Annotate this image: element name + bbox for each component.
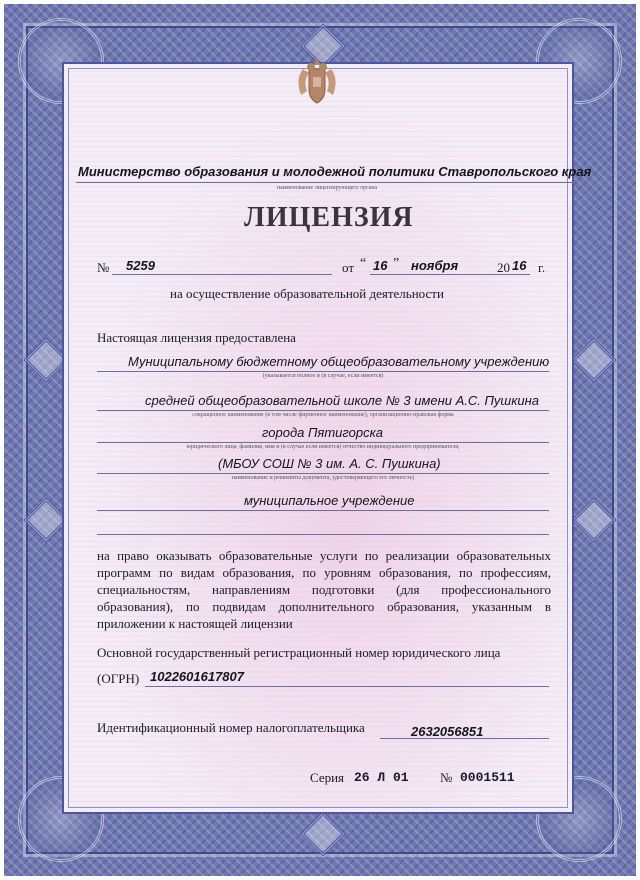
series-label: Серия [310,770,345,785]
license-number: 5259 [126,258,155,273]
date-from-label: от [342,260,355,275]
coat-of-arms-icon [293,55,341,109]
inn-label: Идентификационный номер налогоплательщика [97,720,365,735]
recipient-underline-4 [97,473,549,474]
recipient-line-5: муниципальное учреждение [244,493,415,508]
recipient-line-1: Муниципальному бюджетному общеобразовательному учреждению [128,354,550,369]
date-day: 16 [373,258,388,273]
recipient-underline-5 [97,510,549,511]
date-year-suffix: 16 [512,258,527,273]
document-title: ЛИЦЕНЗИЯ [244,202,414,233]
date-underline [370,274,530,275]
series-value: 26 Л 01 [354,770,409,785]
recipient-line-2: средней общеобразовательной школе № 3 имени А.С. Пушкина [145,393,539,408]
recipient-line-3: города Пятигорска [262,425,383,440]
date-year-prefix: 20 [497,260,510,275]
date-close-quote: ” [393,256,400,271]
recipient-caption-2: сокращенное наименование (в том числе фирменное наименование), организационно-правовая форма [192,412,454,418]
recipient-caption-1: (указывается полное и (в случае, если имеется) [262,373,384,379]
recipient-underline-3 [97,442,549,443]
license-purpose: на осуществление образовательной деятельности [170,286,444,301]
license-rights-text: на право оказывать образовательные услуги по реализации образовательных программ по видам образования, по уровням образования, по профессиям, специальностям, направлениям подготовки (для профессионального образования), по подвидам дополнительного образования, указанным в приложении к настоящей лицензии [97,548,551,631]
date-open-quote: “ [360,256,367,271]
granted-label: Настоящая лицензия предоставлена [97,330,296,345]
ministry-underline [76,182,578,183]
inn-value: 2632056851 [411,724,484,739]
blank-underline [97,534,549,535]
number-underline [112,274,332,275]
recipient-underline-1 [97,371,549,372]
recipient-line-4: (МБОУ СОШ № 3 им. А. С. Пушкина) [218,456,441,471]
serial-number-label: № [440,770,453,785]
ministry-caption: наименование лицензирующего органа [276,185,378,191]
recipient-caption-4: наименование и реквизиты документа, удостоверяющего его личность) [231,475,415,481]
ogrn-prefix: (ОГРН) [97,671,140,686]
ogrn-label: Основной государственный регистрационный номер юридического лица [97,645,501,660]
date-month: ноября [411,258,459,273]
recipient-caption-3: юридического лица, фамилия, имя и (в случае если имеется) отчество индивидуального предпринимателя, [186,444,460,450]
number-label: № [97,260,110,275]
ogrn-underline [145,686,549,687]
serial-number-value: 0001511 [460,770,515,785]
ogrn-value: 1022601617807 [150,669,244,684]
recipient-underline-2 [97,410,549,411]
ministry-name: Министерство образования и молодежной политики Ставропольского края [78,164,592,179]
date-year-label: г. [538,260,546,275]
inn-underline [380,738,549,739]
